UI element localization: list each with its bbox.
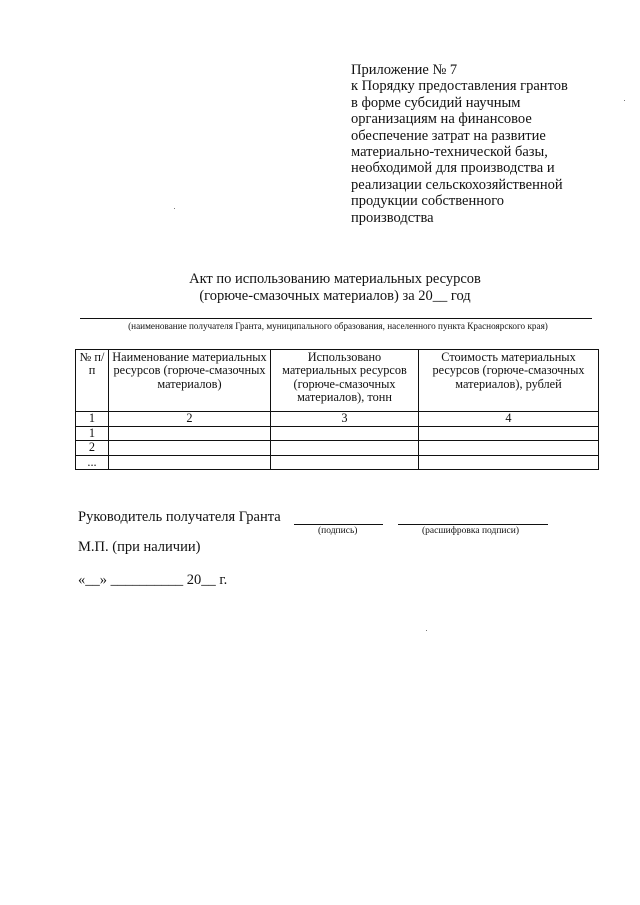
table-row [76, 426, 599, 441]
table-cell [109, 441, 271, 456]
scan-speck [624, 100, 625, 101]
recipient-name-line [80, 318, 592, 319]
signature-decoding-line [398, 524, 548, 525]
table-cell [419, 455, 599, 470]
signature-line [294, 524, 383, 525]
header-number: № п/п [76, 350, 109, 412]
table-cell [109, 426, 271, 441]
document-title [0, 271, 640, 305]
decoding-caption: (расшифровка подписи) [422, 526, 519, 536]
recipient-caption: (наименование получателя Гранта, муниципального образования, населенного пункта Красноярского края) [128, 321, 548, 331]
date-line: «__» __________ 20__ г. [78, 572, 228, 588]
table-header-row [76, 350, 599, 412]
table-cell: 1 [76, 412, 109, 427]
table-cell: 3 [271, 412, 419, 427]
appendix-block [351, 62, 611, 226]
table-row [76, 441, 599, 456]
table-cell [109, 455, 271, 470]
table-cell [271, 455, 419, 470]
table-cell [271, 441, 419, 456]
appendix-line: реализации сельскохозяйственной [351, 176, 563, 193]
table-cell: 2 [109, 412, 271, 427]
table-row [76, 455, 599, 470]
appendix-line: материально-технической базы, [351, 144, 548, 161]
appendix-line: продукции собственного [351, 193, 505, 210]
table-row [76, 412, 599, 427]
signature-label: Руководитель получателя Гранта [78, 509, 281, 525]
scan-speck [426, 630, 427, 631]
appendix-line: обеспечение затрат на развитие [351, 127, 546, 144]
table-cell: 1 [76, 426, 109, 441]
table-cell [419, 441, 599, 456]
title-line-2: (горюче-смазочных материалов) за 20__ год [199, 287, 471, 304]
appendix-line: к Порядку предоставления грантов [351, 78, 568, 95]
header-used-tons: Использовано материальных ресурсов (горюче-смазочных материалов), тонн [271, 350, 419, 412]
materials-table [75, 349, 599, 470]
scan-speck [174, 208, 175, 209]
header-cost-rubles: Стоимость материальных ресурсов (горюче-смазочных материалов), рублей [419, 350, 599, 412]
appendix-line: производства [351, 209, 434, 226]
appendix-line: в форме субсидий научным [351, 94, 521, 111]
title-line-1: Акт по использованию материальных ресурсов [189, 271, 481, 287]
appendix-line: Приложение № 7 [351, 62, 458, 78]
appendix-line: организациям на финансовое [351, 111, 532, 128]
signature-row [78, 509, 598, 539]
header-resource-name: Наименование материальных ресурсов (горюче-смазочных материалов) [109, 350, 271, 412]
table-cell: 4 [419, 412, 599, 427]
table-cell [271, 426, 419, 441]
appendix-line: необходимой для производства и [351, 160, 555, 177]
stamp-place: М.П. (при наличии) [78, 539, 201, 555]
table-cell [419, 426, 599, 441]
table-cell: ... [76, 455, 109, 470]
table-cell: 2 [76, 441, 109, 456]
signature-caption: (подпись) [318, 526, 358, 536]
